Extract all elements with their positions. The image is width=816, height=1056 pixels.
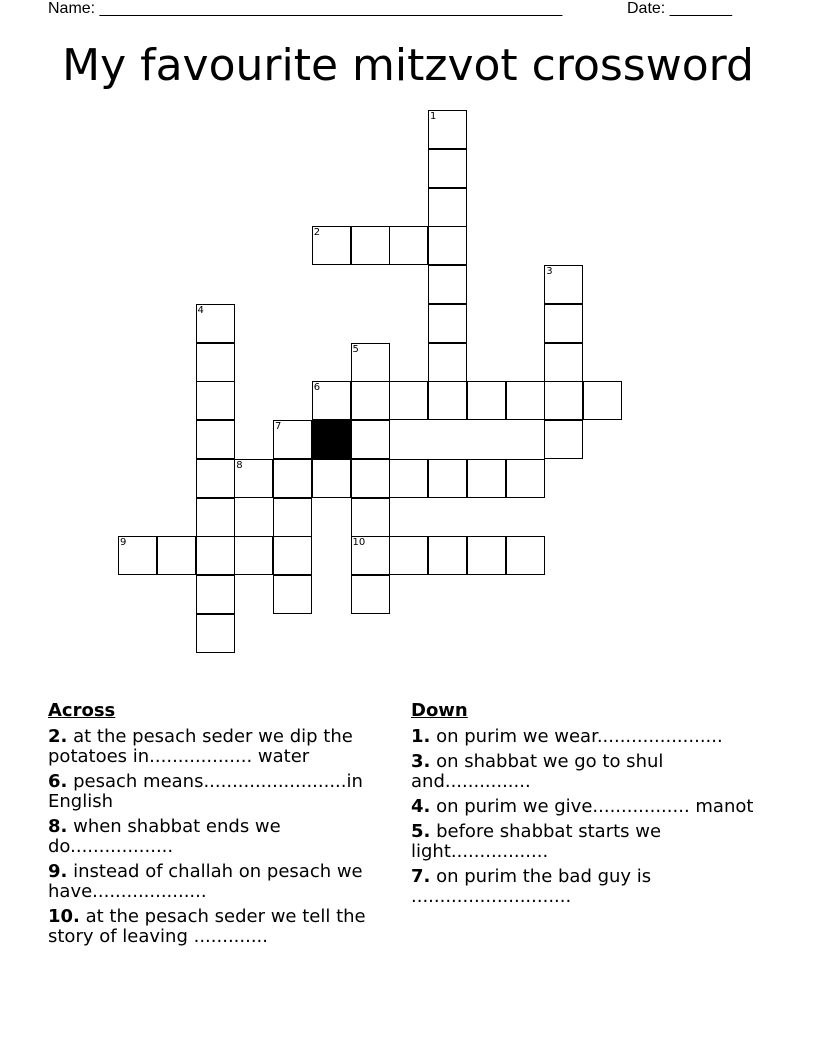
clue-number-label: 6: [313, 382, 321, 394]
clue-number: 1.: [411, 726, 431, 747]
clue-number: 7.: [411, 866, 431, 887]
crossword-cell[interactable]: [196, 304, 235, 343]
clue-number: 3.: [411, 751, 431, 772]
crossword-cell[interactable]: [351, 343, 390, 382]
page-title: My favourite mitzvot crossword: [62, 40, 754, 91]
down-clue: [411, 727, 756, 747]
crossword-cell[interactable]: [273, 420, 312, 459]
crossword-cell[interactable]: [234, 536, 273, 575]
across-clue: [48, 727, 393, 767]
clue-number: 9.: [48, 861, 68, 882]
clue-number: 2.: [48, 726, 68, 747]
crossword-cell[interactable]: [583, 381, 622, 420]
across-clue: [48, 772, 393, 812]
across-clue: [48, 862, 393, 902]
across-heading: Across: [48, 700, 116, 721]
clue-number: 4.: [411, 796, 431, 817]
crossword-cell[interactable]: [428, 149, 467, 188]
crossword-cell[interactable]: [428, 110, 467, 149]
clue-text: on shabbat we go to shul and...............: [411, 751, 664, 792]
clue-number: 8.: [48, 816, 68, 837]
clue-text: when shabbat ends we do..................: [48, 816, 281, 857]
crossword-cell[interactable]: [312, 459, 351, 498]
crossword-cell[interactable]: [389, 459, 428, 498]
crossword-cell[interactable]: [428, 226, 467, 265]
clue-text: before shabbat starts we light.................: [411, 821, 662, 862]
crossword-cell[interactable]: [312, 226, 351, 265]
clue-text: at the pesach seder we tell the story of leaving .............: [48, 906, 366, 947]
clue-number-label: 10: [352, 537, 366, 549]
down-clue: [411, 752, 756, 792]
clue-text: on purim we give................. manot: [430, 796, 754, 817]
down-clue: [411, 822, 756, 862]
down-clue: [411, 797, 756, 817]
crossword-cell[interactable]: [544, 381, 583, 420]
crossword-cell[interactable]: [467, 459, 506, 498]
clue-text: on purim the bad guy is ............................: [411, 866, 652, 907]
date-field-line: Date: _______: [627, 0, 732, 17]
clue-number-label: 9: [120, 537, 127, 549]
crossword-cell[interactable]: [544, 343, 583, 382]
crossword-cell[interactable]: [428, 188, 467, 227]
crossword-cell[interactable]: [428, 304, 467, 343]
down-clues: [411, 701, 756, 912]
crossword-cell[interactable]: [351, 459, 390, 498]
name-field-line: Name: ____________________________________________________: [48, 0, 563, 17]
crossword-cell[interactable]: [467, 536, 506, 575]
clue-number-label: 1: [430, 111, 437, 122]
crossword-cell[interactable]: [234, 459, 273, 498]
crossword-cell[interactable]: [312, 381, 351, 420]
crossword-cell[interactable]: [273, 575, 312, 614]
crossword-cell[interactable]: [196, 420, 235, 459]
clue-number-label: 4: [197, 304, 204, 316]
clue-number-label: 7: [275, 421, 282, 432]
crossword-cell[interactable]: [273, 536, 312, 575]
clue-text: instead of challah on pesach we have....................: [48, 861, 363, 902]
across-clue: [48, 907, 393, 947]
clue-number: 10.: [48, 906, 80, 927]
crossword-cell[interactable]: [428, 536, 467, 575]
crossword-cell[interactable]: [351, 536, 390, 575]
crossword-cell[interactable]: [196, 614, 235, 653]
crossword-cell[interactable]: [389, 536, 428, 575]
crossword-cell[interactable]: [273, 459, 312, 498]
across-clue: [48, 817, 393, 857]
clue-number: 5.: [411, 821, 431, 842]
crossword-cell[interactable]: [506, 381, 545, 420]
crossword-cell[interactable]: [351, 381, 390, 420]
down-clue: [411, 867, 756, 907]
clue-number-label: 8: [236, 459, 243, 471]
crossword-cell[interactable]: [196, 343, 235, 382]
crossword-cell[interactable]: [118, 536, 157, 575]
crossword-cell[interactable]: [351, 226, 390, 265]
crossword-cell[interactable]: [506, 459, 545, 498]
crossword-cell[interactable]: [196, 498, 235, 537]
clue-text: at the pesach seder we dip the potatoes in.................. water: [48, 726, 353, 767]
crossword-cell[interactable]: [428, 265, 467, 304]
clue-text: on purim we wear......................: [430, 726, 723, 747]
crossword-block-cell: [312, 420, 351, 459]
crossword-cell[interactable]: [196, 459, 235, 498]
crossword-cell[interactable]: [157, 536, 196, 575]
down-heading: Down: [411, 700, 468, 721]
crossword-cell[interactable]: [389, 381, 428, 420]
crossword-cell[interactable]: [196, 536, 235, 575]
crossword-cell[interactable]: [544, 304, 583, 343]
clue-number-label: 3: [546, 266, 553, 277]
crossword-cell[interactable]: [196, 575, 235, 614]
clue-number-label: 5: [352, 343, 359, 355]
crossword-cell[interactable]: [467, 381, 506, 420]
clue-number-label: 2: [313, 227, 321, 239]
crossword-cell[interactable]: [544, 420, 583, 459]
across-clues: [48, 701, 393, 952]
crossword-cell[interactable]: [273, 498, 312, 537]
crossword-cell[interactable]: [351, 498, 390, 537]
crossword-cell[interactable]: [196, 381, 235, 420]
clue-number: 6.: [48, 771, 68, 792]
crossword-cell[interactable]: [428, 459, 467, 498]
clue-text: pesach means.........................in English: [48, 771, 363, 812]
crossword-cell[interactable]: [389, 226, 428, 265]
crossword-cell[interactable]: [428, 381, 467, 420]
crossword-cell[interactable]: [351, 420, 390, 459]
crossword-cell[interactable]: [544, 265, 583, 304]
crossword-cell[interactable]: [506, 536, 545, 575]
crossword-cell[interactable]: [428, 343, 467, 382]
crossword-cell[interactable]: [351, 575, 390, 614]
